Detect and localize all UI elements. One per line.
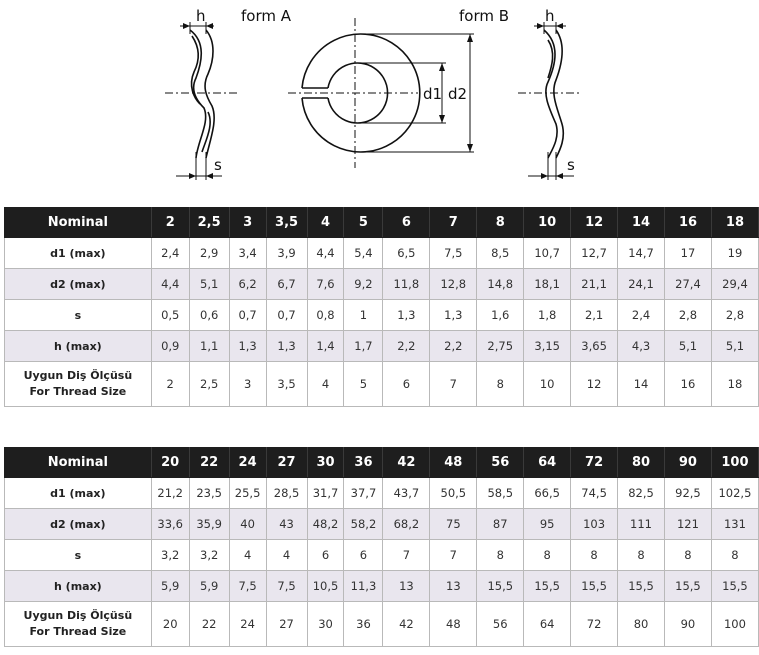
size-header: 14	[618, 208, 665, 238]
h-label-form-a: h	[196, 7, 206, 25]
table-cell: 4,4	[151, 269, 189, 300]
table-cell: 1,6	[477, 300, 524, 331]
table-cell: 20	[151, 602, 189, 647]
table-cell: 23,5	[189, 478, 229, 509]
table-cell: 2,1	[571, 300, 618, 331]
table-cell: 68,2	[383, 509, 430, 540]
table-cell: 8	[618, 540, 665, 571]
size-header: 8	[477, 208, 524, 238]
table-cell: 3,15	[524, 331, 571, 362]
table-cell: 5,1	[665, 331, 712, 362]
table-cell: 7	[383, 540, 430, 571]
table-cell: 7,5	[430, 238, 477, 269]
table-cell: 100	[711, 602, 758, 647]
table-cell: 13	[383, 571, 430, 602]
table-cell: 75	[430, 509, 477, 540]
s-label-form-b: s	[567, 156, 575, 174]
table-cell: 8,5	[477, 238, 524, 269]
table-cell: 35,9	[189, 509, 229, 540]
table-cell: 58,5	[477, 478, 524, 509]
table-cell: 58,2	[344, 509, 383, 540]
table-cell: 8	[524, 540, 571, 571]
table-cell: 2,75	[477, 331, 524, 362]
table-cell: 7	[430, 540, 477, 571]
table-cell: 3	[229, 362, 266, 407]
row-label: h (max)	[5, 331, 152, 362]
table-cell: 8	[477, 540, 524, 571]
table-cell: 131	[711, 509, 758, 540]
form-a-label: form A	[241, 7, 292, 25]
table-cell: 7,5	[229, 571, 266, 602]
nominal-header: Nominal	[5, 448, 152, 478]
size-header: 80	[618, 448, 665, 478]
table-row-d1	[5, 478, 759, 509]
table-cell: 28,5	[266, 478, 307, 509]
table-cell: 3,2	[151, 540, 189, 571]
table-cell: 87	[477, 509, 524, 540]
d2-label: d2	[448, 85, 468, 103]
table-cell: 2,9	[189, 238, 229, 269]
size-header: 42	[383, 448, 430, 478]
table-cell: 82,5	[618, 478, 665, 509]
table-cell: 22	[189, 602, 229, 647]
table-cell: 92,5	[664, 478, 711, 509]
table-cell: 6	[307, 540, 344, 571]
nominal-header: Nominal	[5, 208, 152, 238]
form-b-label: form B	[459, 7, 510, 25]
table-cell: 121	[664, 509, 711, 540]
table-cell: 5,9	[189, 571, 229, 602]
size-header: 10	[524, 208, 571, 238]
table-cell: 0,7	[229, 300, 266, 331]
size-header: 3,5	[266, 208, 307, 238]
thread-label-en: For Thread Size	[29, 385, 127, 398]
table-cell: 16	[665, 362, 712, 407]
table-cell: 3,9	[266, 238, 307, 269]
size-header: 56	[477, 448, 524, 478]
table-cell: 7,5	[266, 571, 307, 602]
table-cell: 5,1	[711, 331, 758, 362]
table-cell: 1,1	[189, 331, 229, 362]
size-header: 100	[711, 448, 758, 478]
table-cell: 13	[430, 571, 477, 602]
table-cell: 6,5	[383, 238, 430, 269]
table-cell: 21,1	[571, 269, 618, 300]
table-cell: 48	[430, 602, 477, 647]
table-cell: 2	[151, 362, 189, 407]
table-cell: 0,6	[189, 300, 229, 331]
size-header: 48	[430, 448, 477, 478]
table-cell: 2,8	[711, 300, 758, 331]
table-cell: 30	[307, 602, 344, 647]
table-cell: 6,7	[266, 269, 307, 300]
table-cell: 12,8	[430, 269, 477, 300]
table-cell: 21,2	[151, 478, 189, 509]
table-cell: 90	[664, 602, 711, 647]
table-cell: 64	[524, 602, 571, 647]
table-cell: 5	[344, 362, 383, 407]
table-cell: 3,65	[571, 331, 618, 362]
table-cell: 31,7	[307, 478, 344, 509]
table-cell: 15,5	[524, 571, 571, 602]
table-cell: 24,1	[618, 269, 665, 300]
table-cell: 27	[266, 602, 307, 647]
table-cell: 42	[383, 602, 430, 647]
table-cell: 8	[477, 362, 524, 407]
table-cell: 19	[711, 238, 758, 269]
row-label: s	[5, 540, 152, 571]
table-cell: 6	[383, 362, 430, 407]
table-cell: 3,5	[266, 362, 307, 407]
table-row-d2	[5, 509, 759, 540]
table-row-h	[5, 331, 759, 362]
table-cell: 43	[266, 509, 307, 540]
table-cell: 80	[618, 602, 665, 647]
table-cell: 56	[477, 602, 524, 647]
table-cell: 12	[571, 362, 618, 407]
size-header: 5	[344, 208, 383, 238]
table-cell: 5,1	[189, 269, 229, 300]
table-cell: 43,7	[383, 478, 430, 509]
table-cell: 1,4	[307, 331, 344, 362]
table-cell: 4	[266, 540, 307, 571]
row-label	[5, 602, 152, 647]
size-header: 24	[229, 448, 266, 478]
size-header: 20	[151, 448, 189, 478]
table-cell: 2,4	[618, 300, 665, 331]
table-cell: 15,5	[664, 571, 711, 602]
size-header: 4	[307, 208, 344, 238]
table-cell: 1,3	[266, 331, 307, 362]
table-cell: 15,5	[571, 571, 618, 602]
table-row-d1	[5, 238, 759, 269]
size-header: 16	[665, 208, 712, 238]
thread-label-tr: Uygun Diş Ölçüsü	[23, 369, 133, 382]
row-label: d2 (max)	[5, 509, 152, 540]
table-cell: 25,5	[229, 478, 266, 509]
table-cell: 102,5	[711, 478, 758, 509]
table-cell: 6,2	[229, 269, 266, 300]
table-cell: 10	[524, 362, 571, 407]
size-header: 7	[430, 208, 477, 238]
size-header: 3	[229, 208, 266, 238]
table-cell: 4,3	[618, 331, 665, 362]
size-header: 2	[151, 208, 189, 238]
table-row-s	[5, 540, 759, 571]
table-cell: 4	[229, 540, 266, 571]
table-cell: 11,3	[344, 571, 383, 602]
header-row	[5, 208, 759, 238]
table-cell: 4,4	[307, 238, 344, 269]
row-label: d2 (max)	[5, 269, 152, 300]
size-header: 27	[266, 448, 307, 478]
table-cell: 15,5	[711, 571, 758, 602]
row-label: h (max)	[5, 571, 152, 602]
table-cell: 0,5	[151, 300, 189, 331]
spec-table-1	[4, 207, 759, 407]
table-cell: 18,1	[524, 269, 571, 300]
table-cell: 29,4	[711, 269, 758, 300]
table-cell: 14,8	[477, 269, 524, 300]
table-cell: 3,2	[189, 540, 229, 571]
table-cell: 103	[571, 509, 618, 540]
size-header: 2,5	[189, 208, 229, 238]
table-cell: 40	[229, 509, 266, 540]
table-cell: 50,5	[430, 478, 477, 509]
table-cell: 6	[344, 540, 383, 571]
header-row	[5, 448, 759, 478]
table-cell: 5,4	[344, 238, 383, 269]
table-cell: 37,7	[344, 478, 383, 509]
size-header: 22	[189, 448, 229, 478]
table-cell: 14	[618, 362, 665, 407]
spec-table-2	[4, 447, 759, 647]
table-cell: 48,2	[307, 509, 344, 540]
table-cell: 111	[618, 509, 665, 540]
table-cell: 33,6	[151, 509, 189, 540]
table-cell: 1,3	[430, 300, 477, 331]
table-row-thread-size	[5, 602, 759, 647]
table-cell: 0,8	[307, 300, 344, 331]
size-header: 18	[711, 208, 758, 238]
table-cell: 15,5	[477, 571, 524, 602]
size-header: 64	[524, 448, 571, 478]
table-cell: 24	[229, 602, 266, 647]
table-row-h	[5, 571, 759, 602]
table-cell: 27,4	[665, 269, 712, 300]
table-cell: 9,2	[344, 269, 383, 300]
size-header: 36	[344, 448, 383, 478]
table-cell: 17	[665, 238, 712, 269]
table-cell: 4	[307, 362, 344, 407]
table-cell: 2,2	[383, 331, 430, 362]
table-cell: 8	[711, 540, 758, 571]
table-cell: 12,7	[571, 238, 618, 269]
table-cell: 0,7	[266, 300, 307, 331]
table-cell: 72	[571, 602, 618, 647]
table-cell: 74,5	[571, 478, 618, 509]
table-cell: 10,7	[524, 238, 571, 269]
thread-label-tr: Uygun Diş Ölçüsü	[23, 609, 133, 622]
table-cell: 5,9	[151, 571, 189, 602]
table-cell: 8	[664, 540, 711, 571]
table-cell: 3,4	[229, 238, 266, 269]
table-cell: 95	[524, 509, 571, 540]
table-row-d2	[5, 269, 759, 300]
row-label	[5, 362, 152, 407]
table-cell: 2,5	[189, 362, 229, 407]
thread-label-en: For Thread Size	[29, 625, 127, 638]
table-row-thread-size	[5, 362, 759, 407]
table-cell: 1,8	[524, 300, 571, 331]
table-cell: 1	[344, 300, 383, 331]
table-cell: 1,3	[383, 300, 430, 331]
row-label: d1 (max)	[5, 478, 152, 509]
table-cell: 2,2	[430, 331, 477, 362]
table-cell: 8	[571, 540, 618, 571]
table-cell: 66,5	[524, 478, 571, 509]
table-cell: 2,8	[665, 300, 712, 331]
table-cell: 18	[711, 362, 758, 407]
table-cell: 7	[430, 362, 477, 407]
washer-technical-drawing	[0, 0, 759, 200]
size-header: 30	[307, 448, 344, 478]
table-cell: 2,4	[151, 238, 189, 269]
table-row-s	[5, 300, 759, 331]
size-header: 90	[664, 448, 711, 478]
table-cell: 15,5	[618, 571, 665, 602]
table-cell: 1,3	[229, 331, 266, 362]
table-cell: 1,7	[344, 331, 383, 362]
table-cell: 11,8	[383, 269, 430, 300]
size-header: 12	[571, 208, 618, 238]
h-label-form-b: h	[545, 7, 555, 25]
s-label-form-a: s	[214, 156, 222, 174]
row-label: s	[5, 300, 152, 331]
row-label: d1 (max)	[5, 238, 152, 269]
table-cell: 7,6	[307, 269, 344, 300]
size-header: 72	[571, 448, 618, 478]
d1-label: d1	[423, 85, 443, 103]
table-cell: 10,5	[307, 571, 344, 602]
table-cell: 36	[344, 602, 383, 647]
table-cell: 0,9	[151, 331, 189, 362]
table-cell: 14,7	[618, 238, 665, 269]
size-header: 6	[383, 208, 430, 238]
